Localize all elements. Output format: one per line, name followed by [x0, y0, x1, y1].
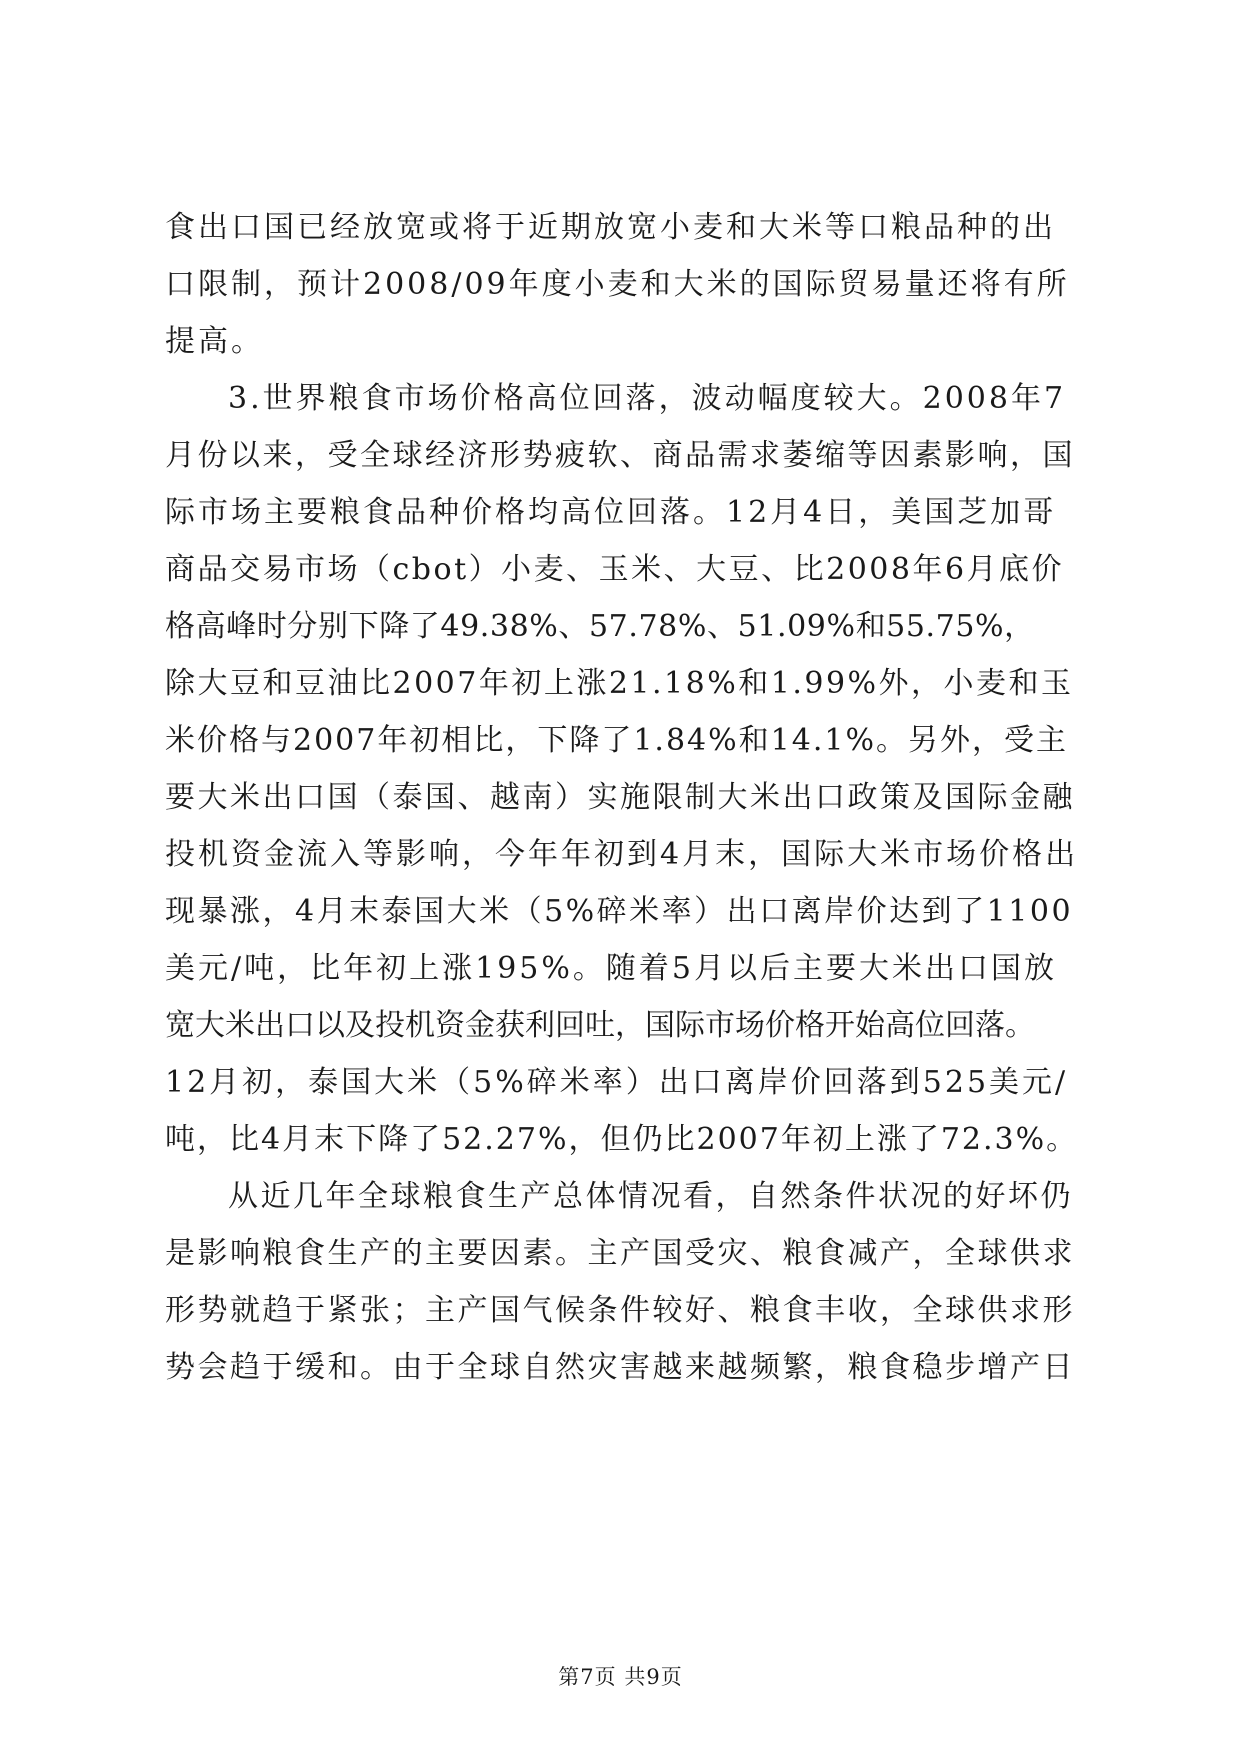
text-line: 宽大米出口以及投机资金获利回吐，国际市场价格开始高位回落。 [165, 1008, 1035, 1043]
text-line: 是影响粮食生产的主要因素。主产国受灾、粮食减产，全球供求 [165, 1236, 1075, 1271]
text-line: 商品交易市场（cbot）小麦、玉米、大豆、比2008年6月底价 [165, 552, 1065, 587]
text-line: 米价格与2007年初相比，下降了1.84%和14.1%。另外，受主 [165, 723, 1068, 758]
text-line: 吨，比4月末下降了52.27%，但仍比2007年初上涨了72.3%。 [165, 1122, 1079, 1157]
text-line: 从近几年全球粮食生产总体情况看，自然条件状况的好坏仍 [228, 1179, 1073, 1214]
text-line: 形势就趋于紧张；主产国气候条件较好、粮食丰收，全球供求形 [165, 1293, 1075, 1328]
text-line: 际市场主要粮食品种价格均高位回落。12月4日，美国芝加哥 [165, 495, 1057, 530]
text-line: 美元/吨，比年初上涨195%。随着5月以后主要大米出口国放 [165, 951, 1057, 986]
text-line: 提高。 [165, 324, 264, 359]
text-line: 12月初，泰国大米（5%碎米率）出口离岸价回落到525美元/ [165, 1065, 1069, 1100]
text-line: 口限制，预计2008/09年度小麦和大米的国际贸易量还将有所 [165, 267, 1070, 302]
text-line: 要大米出口国（泰国、越南）实施限制大米出口政策及国际金融 [165, 780, 1075, 815]
text-line: 月份以来，受全球经济形势疲软、商品需求萎缩等因素影响，国 [165, 438, 1075, 473]
text-line: 投机资金流入等影响，今年年初到4月末，国际大米市场价格出 [165, 837, 1079, 872]
text-line: 现暴涨，4月末泰国大米（5%碎米率）出口离岸价达到了1100 [165, 894, 1074, 929]
text-line: 3.世界粮食市场价格高位回落，波动幅度较大。2008年7 [228, 381, 1067, 416]
text-line: 势会趋于缓和。由于全球自然灾害越来越频繁，粮食稳步增产日 [165, 1350, 1075, 1385]
page-footer: 第7页 共9页 [558, 1665, 683, 1689]
text-line: 食出口国已经放宽或将于近期放宽小麦和大米等口粮品种的出 [165, 210, 1056, 245]
text-line: 格高峰时分别下降了49.38%、57.78%、51.09%和55.75%， [165, 609, 1035, 644]
text-line: 除大豆和豆油比2007年初上涨21.18%和1.99%外，小麦和玉 [165, 666, 1074, 701]
